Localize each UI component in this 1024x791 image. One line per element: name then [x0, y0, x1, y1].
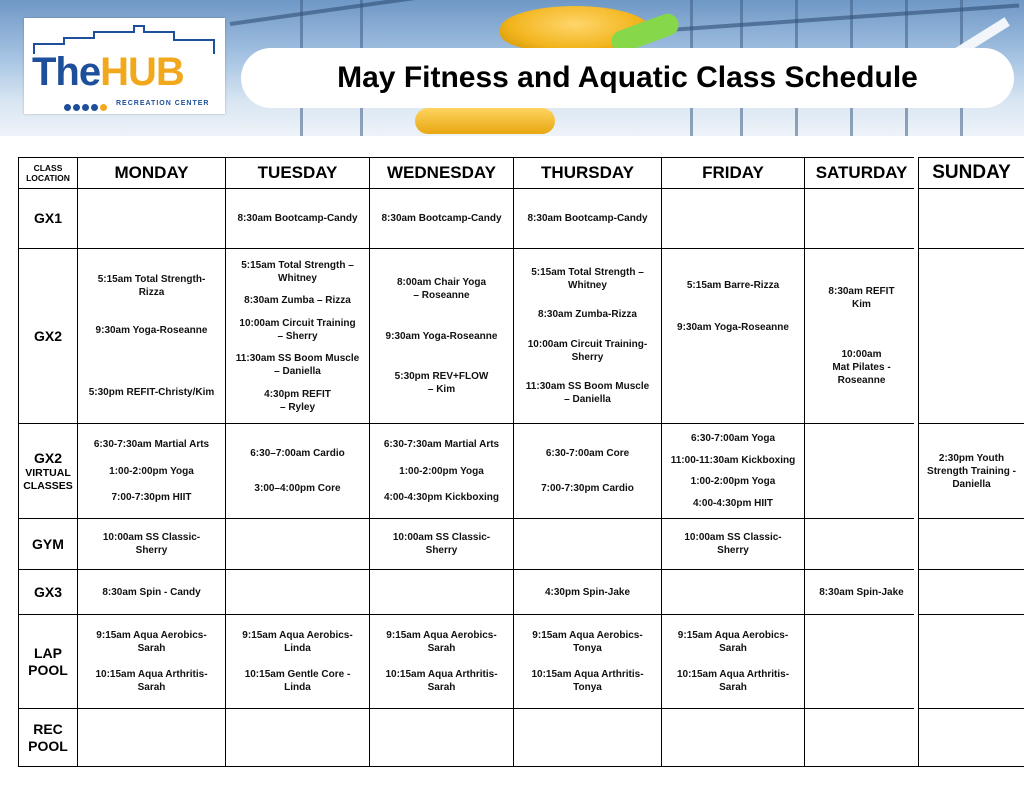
class-entry: 6:30-7:30am Martial Arts — [383, 438, 500, 450]
day-header-saturday — [804, 157, 919, 189]
schedule-cell — [225, 423, 370, 519]
corner-header — [18, 157, 78, 189]
schedule-cell — [804, 569, 919, 615]
location-label — [34, 210, 62, 227]
schedule-cell — [661, 423, 805, 519]
schedule-cell — [513, 188, 662, 249]
class-entry: 4:00-4:30pm Kickboxing — [383, 492, 500, 504]
class-entry: 10:00am SS Classic- Sherry — [684, 532, 782, 556]
logo-badges-icon — [64, 98, 109, 116]
class-entry: 9:15am Aqua Aerobics- Sarah — [386, 629, 497, 654]
class-entry: 1:00-2:00pm Yoga — [399, 465, 484, 477]
schedule-cell — [918, 423, 1024, 519]
location-label — [23, 450, 73, 493]
class-entry: 5:30pm REFIT-Christy/Kim — [88, 386, 215, 398]
page-title: May Fitness and Aquatic Class Schedule — [337, 61, 918, 94]
class-entry: 10:15am Aqua Arthritis- Sarah — [676, 669, 790, 694]
schedule-cell — [369, 188, 514, 249]
class-entry: 10:00am Circuit Training – Sherry — [239, 317, 356, 342]
location-name: GYM — [32, 535, 64, 552]
class-entry: 10:00am SS Classic- Sherry — [392, 532, 491, 556]
location-subtitle: VIRTUAL CLASSES — [23, 466, 73, 492]
class-entry: 10:00am SS Classic- Sherry — [102, 532, 201, 556]
location-label — [32, 536, 64, 553]
location-cell — [18, 423, 78, 519]
location-cell — [18, 248, 78, 424]
schedule-cell — [369, 614, 514, 709]
class-entry: 2:30pm Youth Strength Training - Daniella — [927, 452, 1016, 490]
schedule-cell — [661, 708, 805, 767]
schedule-cell — [804, 708, 919, 767]
class-entry: 4:00-4:30pm HIIT — [692, 497, 774, 509]
class-entry: 5:15am Total Strength- Rizza — [97, 274, 206, 299]
header-banner — [0, 0, 1024, 136]
class-entry: 8:30am Bootcamp-Candy — [381, 213, 502, 224]
day-header-friday — [661, 157, 805, 189]
class-entry: 8:30am Zumba – Rizza — [244, 295, 351, 306]
schedule-cell — [77, 248, 226, 424]
class-entry: 9:15am Aqua Aerobics- Linda — [242, 629, 353, 654]
schedule-cell — [369, 248, 514, 424]
schedule-cell — [661, 188, 805, 249]
class-entry: 1:00-2:00pm Yoga — [690, 476, 776, 488]
schedule-cell — [804, 518, 919, 570]
schedule-cell — [77, 188, 226, 249]
day-label: TUESDAY — [257, 163, 338, 182]
schedule-cell — [918, 518, 1024, 570]
location-name: GX2 — [33, 449, 62, 466]
day-label: FRIDAY — [702, 163, 764, 182]
schedule-cell — [225, 188, 370, 249]
location-cell — [18, 708, 78, 767]
schedule-cell — [77, 614, 226, 709]
schedule-cell — [513, 569, 662, 615]
schedule-cell — [77, 518, 226, 570]
class-entry: 9:30am Yoga-Roseanne — [677, 322, 789, 334]
class-entry: 1:00-2:00pm Yoga — [109, 465, 194, 477]
class-entry: 4:30pm Spin-Jake — [544, 586, 631, 598]
class-entry: 8:30am Bootcamp-Candy — [527, 213, 648, 224]
class-entry: 6:30-7:00am Core — [545, 447, 630, 459]
location-name: GX3 — [33, 583, 62, 600]
schedule-cell — [225, 614, 370, 709]
class-entry: 5:15am Total Strength – Whitney — [531, 266, 644, 291]
class-entry: 9:15am Aqua Aerobics- Sarah — [677, 629, 789, 654]
class-entry: 5:30pm REV+FLOW – Kim — [394, 370, 489, 395]
schedule-cell — [918, 708, 1024, 767]
schedule-cell — [513, 248, 662, 424]
day-header-monday — [77, 157, 226, 189]
class-entry: 6:30-7:00am Yoga — [690, 433, 776, 445]
schedule-cell — [918, 614, 1024, 709]
class-entry: 4:30pm REFIT – Ryley — [264, 388, 331, 413]
class-entry: 6:30–7:00am Cardio — [250, 447, 345, 459]
schedule-cell — [513, 614, 662, 709]
day-label: THURSDAY — [541, 163, 634, 182]
class-entry: 9:30am Yoga-Roseanne — [385, 330, 498, 342]
schedule-cell — [77, 708, 226, 767]
class-entry: 8:30am Spin - Candy — [102, 586, 201, 598]
class-entry: 11:00-11:30am Kickboxing — [670, 454, 796, 466]
class-entry: 11:30am SS Boom Muscle – Daniella — [235, 353, 360, 377]
schedule-cell — [804, 423, 919, 519]
location-name: GX2 — [33, 327, 62, 344]
class-entry: 8:30am REFIT Kim — [828, 286, 895, 311]
schedule-cell — [804, 248, 919, 424]
title-pill — [241, 48, 1014, 108]
class-entry: 11:30am SS Boom Muscle – Daniella — [525, 381, 650, 406]
schedule-cell — [513, 423, 662, 519]
schedule-cell — [661, 569, 805, 615]
day-header-wednesday — [369, 157, 514, 189]
schedule-cell — [918, 248, 1024, 424]
class-entry: 8:30am Bootcamp-Candy — [237, 213, 358, 224]
day-label: WEDNESDAY — [387, 163, 496, 182]
location-cell — [18, 518, 78, 570]
location-label — [28, 645, 68, 679]
schedule-cell — [804, 188, 919, 249]
schedule-cell — [225, 569, 370, 615]
class-entry: 9:30am Yoga-Roseanne — [95, 324, 208, 336]
class-entry: 7:00-7:30pm HIIT — [111, 492, 192, 504]
class-entry: 5:15am Barre-Rizza — [686, 279, 780, 291]
location-label — [34, 584, 62, 601]
class-entry: 5:15am Total Strength – Whitney — [241, 259, 354, 284]
day-header-tuesday — [225, 157, 370, 189]
schedule-cell — [513, 708, 662, 767]
schedule-cell — [513, 518, 662, 570]
location-cell — [18, 614, 78, 709]
schedule-cell — [661, 248, 805, 424]
hub-logo — [24, 18, 225, 114]
class-entry: 10:00am Circuit Training- Sherry — [527, 338, 648, 363]
day-header-thursday — [513, 157, 662, 189]
logo-wordmark: TheHUB — [32, 50, 184, 94]
logo-subtitle: RECREATION CENTER — [116, 100, 210, 107]
sunday-separator — [914, 157, 918, 766]
location-name: LAP POOL — [28, 644, 68, 678]
corner-label: CLASS LOCATION — [26, 163, 70, 183]
class-entry: 3:00–4:00pm Core — [254, 483, 341, 495]
location-cell — [18, 569, 78, 615]
schedule-cell — [661, 614, 805, 709]
water-slide — [415, 108, 555, 134]
class-entry: 10:15am Gentle Core - Linda — [244, 669, 351, 694]
class-entry: 8:00am Chair Yoga – Roseanne — [396, 277, 487, 302]
class-entry: 10:15am Aqua Arthritis- Sarah — [385, 669, 498, 694]
roof-beam — [230, 0, 488, 26]
schedule-cell — [918, 188, 1024, 249]
class-entry: 10:00am Mat Pilates - Roseanne — [832, 348, 891, 386]
schedule-grid — [18, 157, 1024, 766]
schedule-cell — [225, 518, 370, 570]
class-entry: 6:30-7:30am Martial Arts — [93, 438, 210, 450]
class-entry: 9:15am Aqua Aerobics- Tonya — [532, 629, 643, 654]
location-name: REC POOL — [28, 720, 68, 754]
schedule-cell — [369, 518, 514, 570]
schedule-cell — [661, 518, 805, 570]
location-label — [28, 721, 68, 755]
schedule-cell — [369, 569, 514, 615]
schedule-cell — [225, 248, 370, 424]
schedule-cell — [369, 423, 514, 519]
schedule-cell — [804, 614, 919, 709]
schedule-cell — [918, 569, 1024, 615]
day-header-sunday — [918, 157, 1024, 189]
location-name: GX1 — [33, 210, 62, 226]
location-cell — [18, 188, 78, 249]
day-label: SUNDAY — [932, 162, 1011, 183]
class-entry: 10:15am Aqua Arthritis- Tonya — [531, 669, 644, 694]
schedule-cell — [77, 569, 226, 615]
class-entry: 7:00-7:30pm Cardio — [541, 483, 634, 495]
class-entry: 8:30am Spin-Jake — [819, 586, 904, 598]
schedule-cell — [77, 423, 226, 519]
class-entry: 9:15am Aqua Aerobics- Sarah — [96, 629, 207, 654]
class-entry: 8:30am Zumba-Rizza — [538, 309, 637, 321]
class-entry: 10:15am Aqua Arthritis- Sarah — [95, 669, 208, 694]
schedule-cell — [225, 708, 370, 767]
location-label — [34, 328, 62, 345]
schedule-cell — [369, 708, 514, 767]
day-label: MONDAY — [114, 163, 189, 182]
day-label: SATURDAY — [815, 163, 908, 182]
